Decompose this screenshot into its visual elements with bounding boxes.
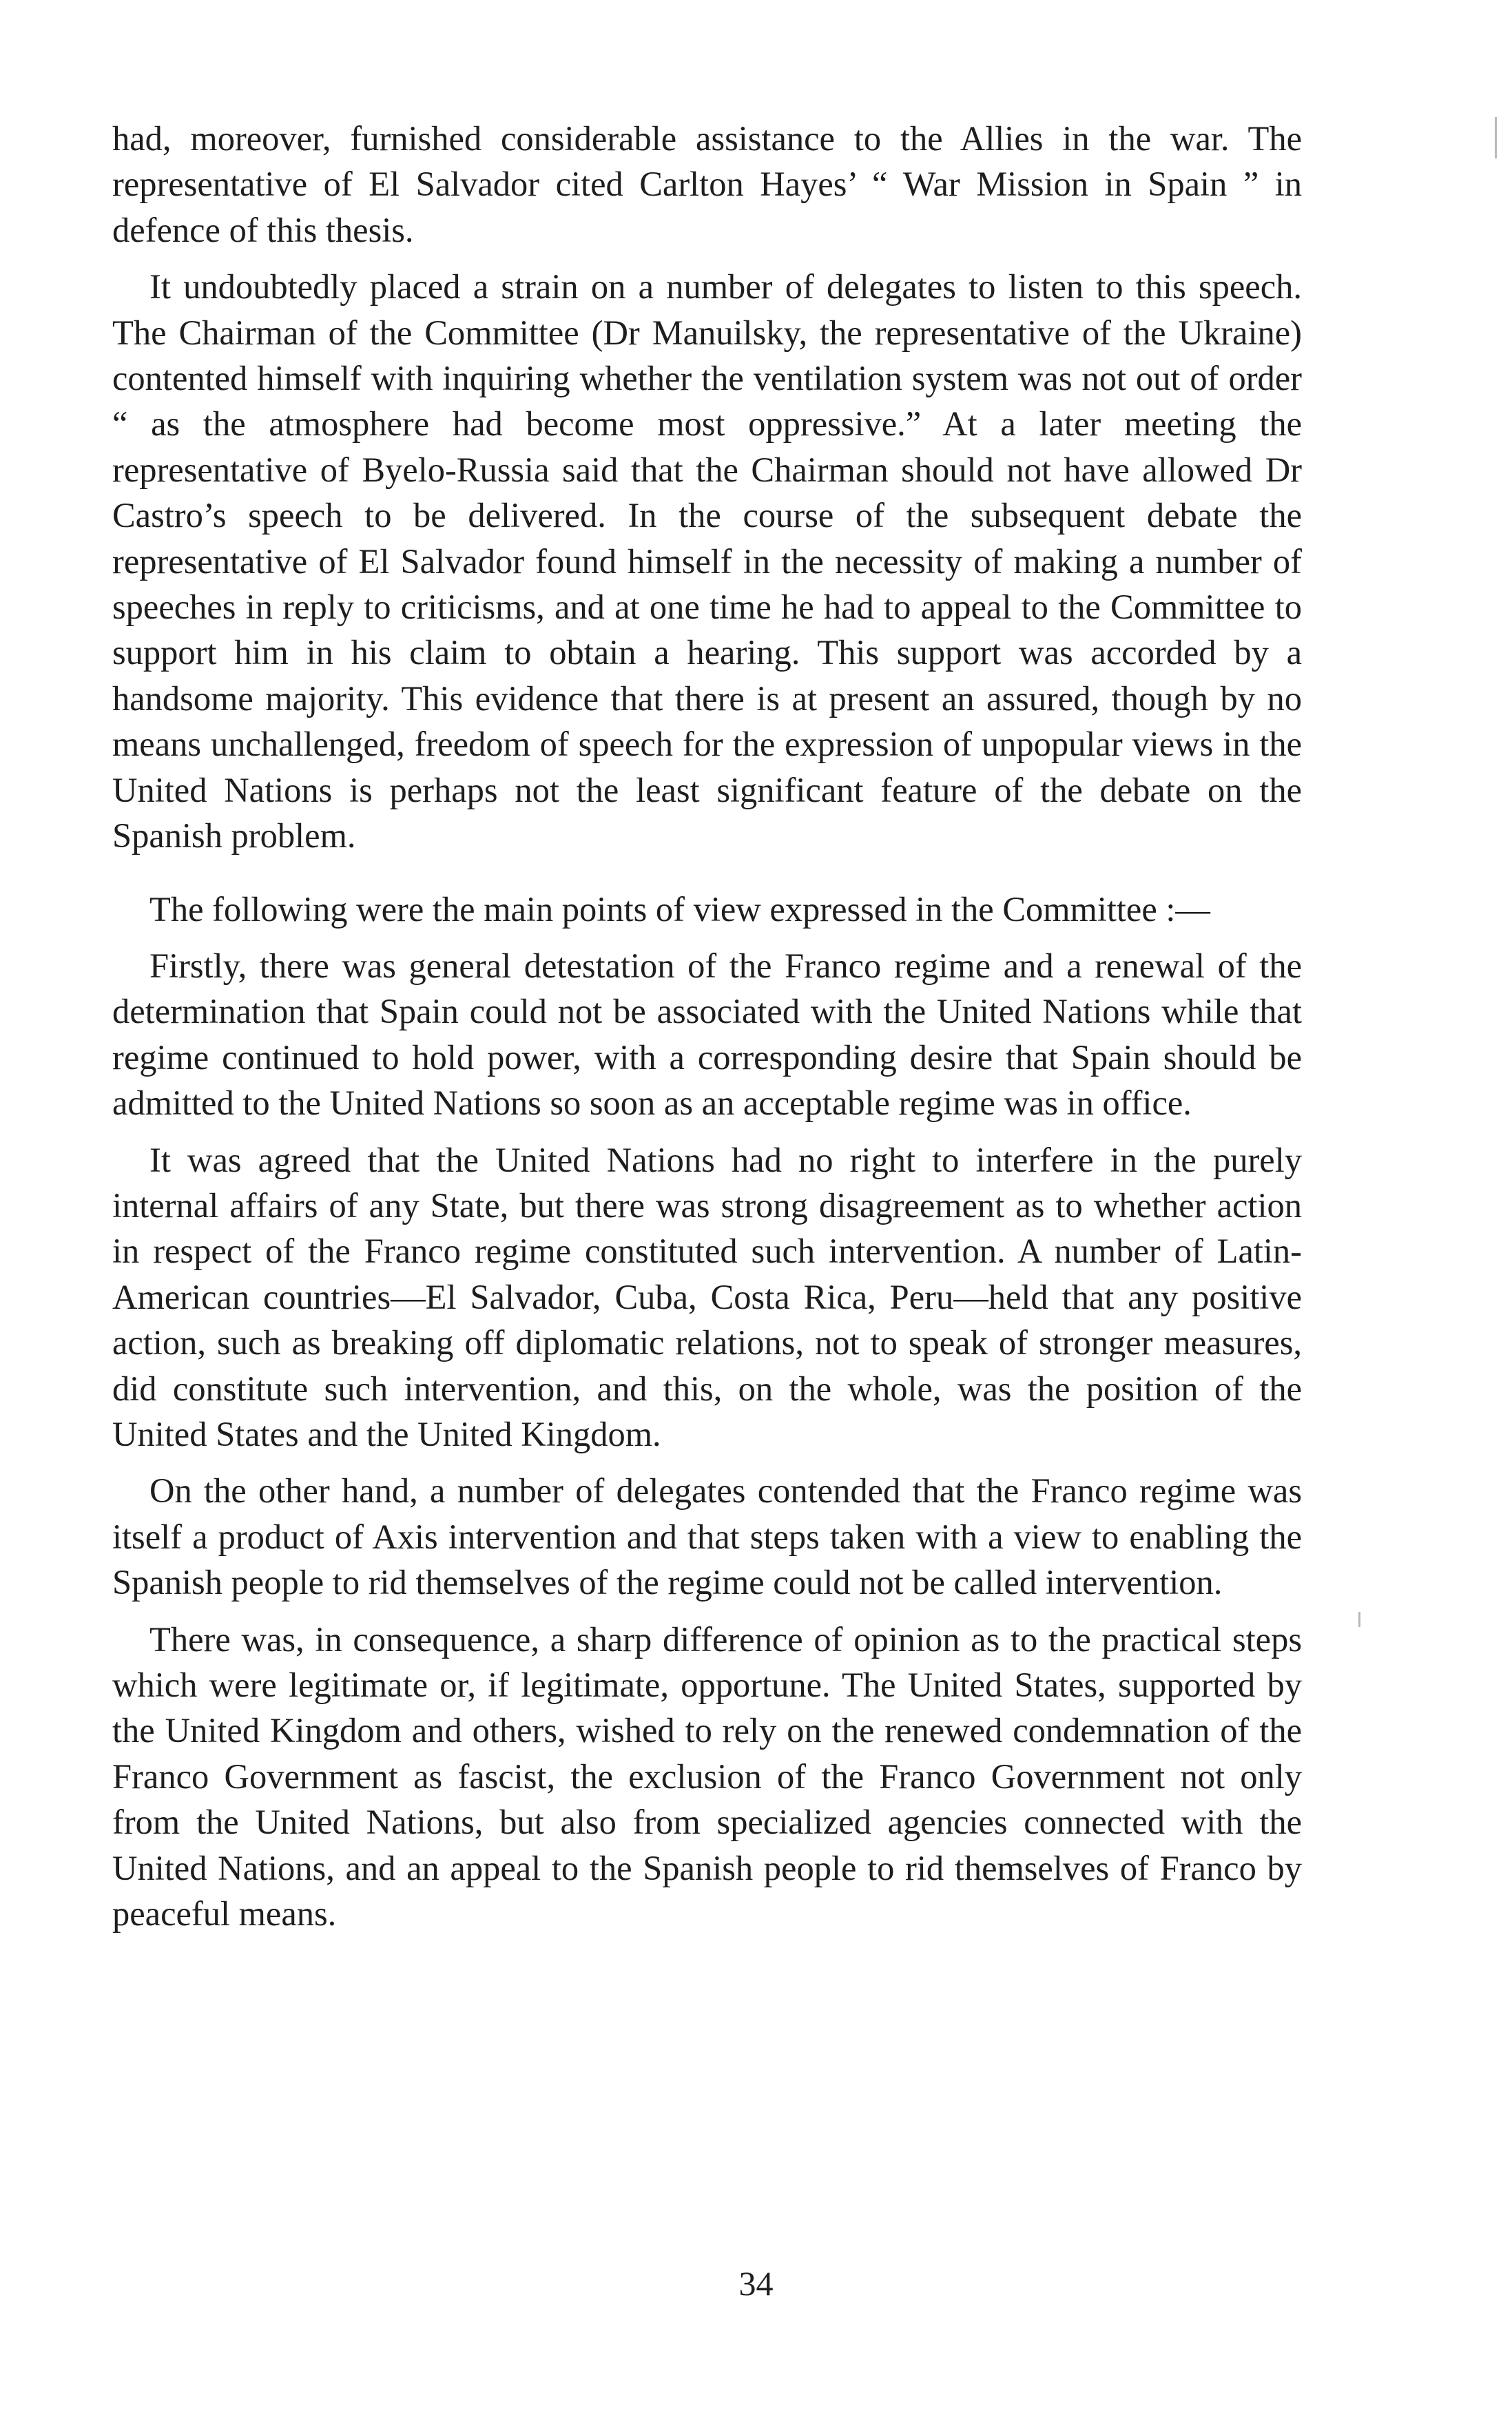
paragraph-continuation: had, moreover, furnished considerable assistance to the Allies in the war. The representative of El Salvador cited Carlton Hayes’ “ War Mission in Spain ” in defence of this thesis. (112, 119, 1302, 249)
document-page (112, 116, 1302, 1936)
paragraph-other-hand: On the other hand, a number of delegates contended that the Franco regime was itself a product of Axis intervention and that steps taken with a view to enabling the Spanish people to rid themselves of the regime could not be called intervention. (112, 1471, 1302, 1602)
margin-mark-top (1495, 117, 1497, 158)
paragraph-points-intro: The following were the main points of view expressed in the Committee :— (149, 889, 1210, 929)
paragraph-consequence: There was, in consequence, a sharp difference of opinion as to the practical steps which were legitimate or, if legitimate, opportune. The United States, supported by the United Kingdom and others, wished to rely on the renewed condemnation of the Franco Government as fascist, the exclusion of the Franco Government not only from the United Nations, but also from specialized agencies connected with the United Nations, and an appeal to the Spanish people to rid themselves of Franco by peaceful means. (112, 1619, 1302, 1934)
paragraph-intervention: It was agreed that the United Nations had no right to interfere in the purely internal affairs of any State, but there was strong disagreement as to whether action in respect of the Franco regime constituted such intervention. A number of Latin-American countries—El Salvador, Cuba, Costa Rica, Peru—held that any positive action, such as breaking off diplomatic relations, not to speak of stronger measures, did constitute such intervention, and this, on the whole, was the position of the United States and the United Kingdom. (112, 1140, 1302, 1453)
margin-mark-bottom (1358, 1612, 1360, 1627)
paragraph-firstly: Firstly, there was general detestation of the Franco regime and a renewal of the determination that Spain could not be associated with the United Nations while that regime continued to hold power, with a corresponding desire that Spain should be admitted to the United Nations so soon as an acceptable regime was in office. (112, 946, 1302, 1123)
paragraph-speech-reaction: It undoubtedly placed a strain on a number of delegates to listen to this speech. The Chairman of the Committee (Dr Manuilsky, the representative of the Ukraine) contented himself with inquiring whether the ventilation system was not out of order “ as the atmosphere had become most oppressive.” At a later meeting the representative of Byelo-Russia said that the Chairman should not have allowed Dr Castro’s speech to be delivered. In the course of the subsequent debate the representative of El Salvador found himself in the necessity of making a number of speeches in reply to criticisms, and at one time he had to appeal to the Committee to support him in his claim to obtain a hearing. This support was accorded by a handsome majority. This evidence that there is at present an assured, though by no means unchallenged, freedom of speech for the expression of unpopular views in the United Nations is perhaps not the least significant feature of the debate on the Spanish problem. (112, 267, 1302, 856)
page-number: 34 (738, 2264, 774, 2303)
